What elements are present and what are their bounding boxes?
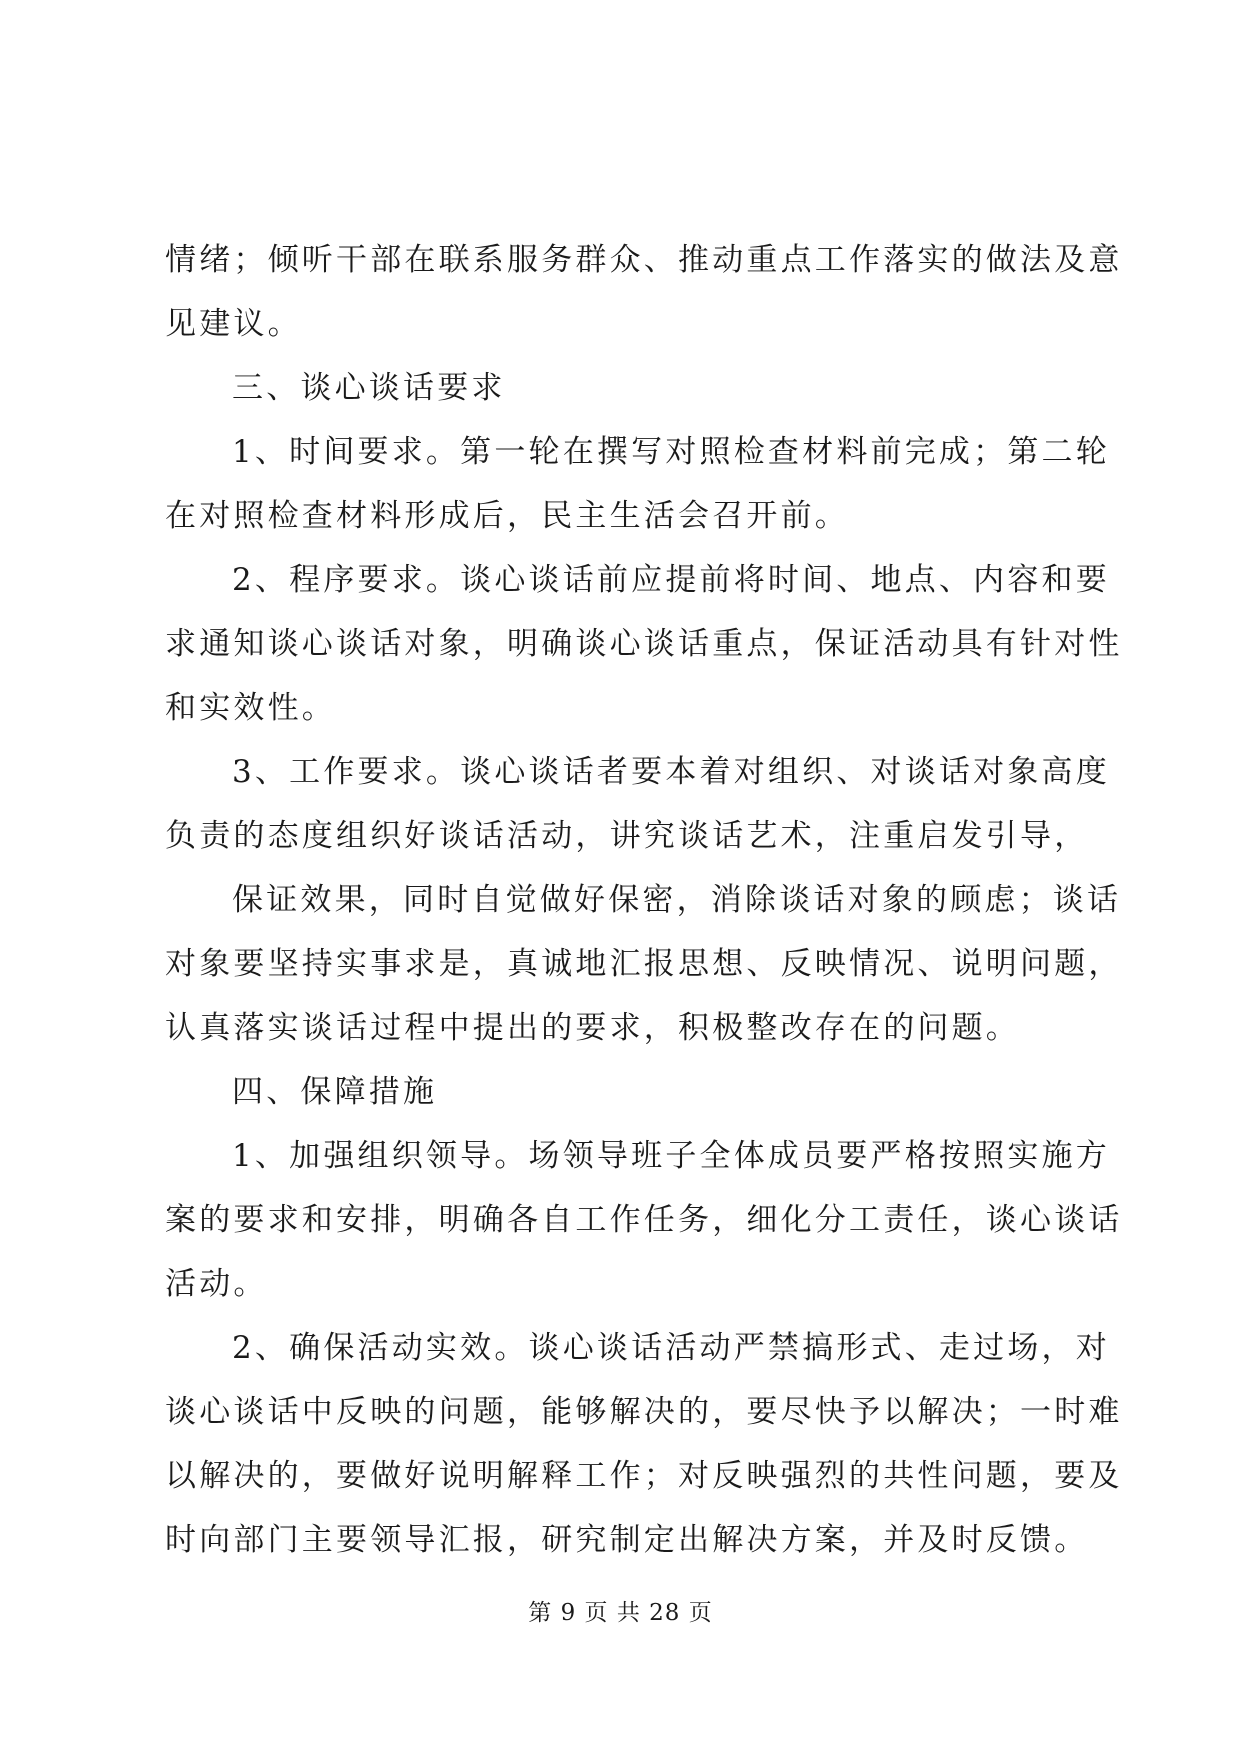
text-line: 以解决的，要做好说明解释工作；对反映强烈的共性问题，要及	[165, 1458, 1123, 1494]
section-heading: 三、谈心谈话要求	[232, 370, 506, 406]
text-line: 负责的态度组织好谈话活动，讲究谈话艺术，注重启发引导，	[165, 818, 1089, 854]
text-line: 谈心谈话中反映的问题，能够解决的，要尽快予以解决；一时难	[165, 1394, 1123, 1430]
text-line: 保证效果，同时自觉做好保密，消除谈话对象的顾虑；谈话	[232, 882, 1122, 918]
text-line: 时向部门主要领导汇报，研究制定出解决方案，并及时反馈。	[165, 1522, 1089, 1558]
text-line: 对象要坚持实事求是，真诚地汇报思想、反映情况、说明问题，	[165, 946, 1123, 982]
text-line: 情绪；倾听干部在联系服务群众、推动重点工作落实的做法及意	[165, 242, 1123, 278]
document-body	[165, 228, 1123, 1572]
text-line: 和实效性。	[165, 690, 336, 726]
text-line: 认真落实谈话过程中提出的要求，积极整改存在的问题。	[165, 1010, 1020, 1046]
text-line: 求通知谈心谈话对象，明确谈心谈话重点，保证活动具有针对性	[165, 626, 1123, 662]
text-line: 活动。	[165, 1266, 268, 1302]
text-line: 3、工作要求。谈心谈话者要本着对组织、对谈话对象高度	[232, 754, 1110, 790]
page-number-footer: 第 9 页 共 28 页	[528, 1600, 713, 1626]
text-line: 见建议。	[165, 306, 302, 342]
text-line: 案的要求和安排，明确各自工作任务，细化分工责任，谈心谈话	[165, 1202, 1123, 1238]
text-line: 2、确保活动实效。谈心谈话活动严禁搞形式、走过场，对	[232, 1330, 1110, 1366]
section-heading: 四、保障措施	[232, 1074, 438, 1110]
text-line: 在对照检查材料形成后，民主生活会召开前。	[165, 498, 849, 534]
text-line: 2、程序要求。谈心谈话前应提前将时间、地点、内容和要	[232, 562, 1110, 598]
text-line: 1、时间要求。第一轮在撰写对照检查材料前完成；第二轮	[232, 434, 1110, 470]
text-line: 1、加强组织领导。场领导班子全体成员要严格按照实施方	[232, 1138, 1110, 1174]
